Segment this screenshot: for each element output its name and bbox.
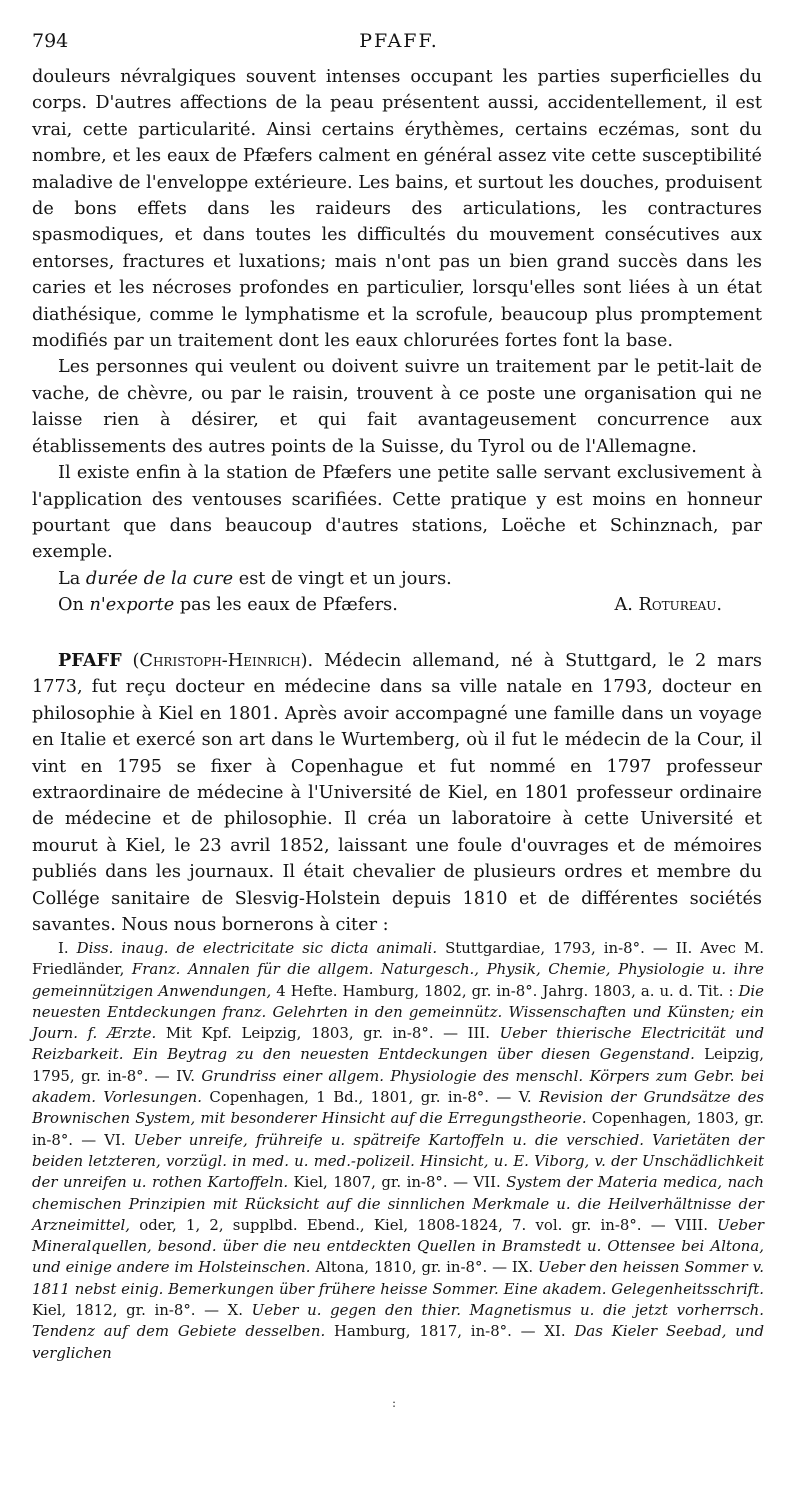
bibliography-text: Kiel, 1812, gr. in-8°. — X. xyxy=(32,1301,252,1320)
bibliography-text: Leipzig, 1795, gr. in-8°. — IV. xyxy=(32,1045,764,1085)
bibliography-title: Franz. Annalen für die allgem. Naturgesch., Physik, Chemie, Physiologie u. ihre gemeinnützigen Anwendungen, xyxy=(32,960,764,1000)
biography-entry xyxy=(32,648,762,938)
duree-text-after: est de vingt et un jours. xyxy=(233,568,452,589)
entry-text: Médecin allemand, né à Stuttgard, le 2 mars 1773, fut reçu docteur en médecine dans sa ville natale en 1793, docteur en philosophie à Kiel en 1801. Après avoir accompagné une famille dans un voyage en Italie et exercé son art dans le Wurtemberg, où il fut le médecin de la Cour, il vint en 1795 se fixer à Copenhague et fut nommé en 1797 professeur extraordinaire de médecine à l'Université de Kiel, en 1801 professeur ordinaire de médecine et de philosophie. Il créa un laboratoire à cette Université et mourut à Kiel, le 23 avril 1852, laissant une foule d'ouvrages et de mémoires publiés dans les journaux. Il était chevalier de plusieurs ordres et membre du Collége sanitaire de Slesvig-Holstein depuis 1810 et de différentes sociétés savantes. Nous nous bornerons à citer : xyxy=(32,651,763,936)
bibliography-title: Ueber den heissen Sommer v. 1811 nebst einig. Bemerkungen über frühere heisse Sommer. Eine akadem. Gelegenheitsschrift. xyxy=(32,1258,764,1298)
bibliography-text: Altona, 1810, gr. in-8°. — IX. xyxy=(310,1258,539,1277)
bibliography-title: Ueber unreife, frühreife u. spätreife Kartoffeln u. die verschied. Varietäten der beiden letzteren, vorzügl. in med. u. med.-polizeil. Hinsicht, u. E. Viborg, v. der Unschädlichkeit der unreifen u. rothen Kartoffeln. xyxy=(32,1130,764,1192)
bibliography-title: Revision der Grundsätze des Brownischen System, mit besonderer Hinsicht auf die Erregungstheorie. xyxy=(32,1088,764,1128)
export-sentence xyxy=(32,592,398,618)
bibliography-text: 4 Hefte. Hamburg, 1802, gr. in-8°. Jahrg. 1803, a. u. d. Tit. : xyxy=(271,981,739,1000)
paragraph-duree-cure xyxy=(32,566,762,592)
duree-italic: durée de la cure xyxy=(85,568,234,589)
export-text-before: On xyxy=(58,595,90,616)
bibliography-title: System der Materia medica, nach chemischen Prinzipien mit Rücksicht auf die sinnlichen Merkmale u. die Heilverhältnisse der Arzneimittel, xyxy=(32,1173,764,1234)
bibliography-title: Diss. inaug. de electricitate sic dicta animali. xyxy=(76,939,438,957)
bibliography-list xyxy=(32,938,764,1364)
bibliography-title: Grundriss einer allgem. Physiologie des menschl. Körpers zum Gebr. bei akadem. Vorlesungen. xyxy=(32,1066,765,1107)
export-text-after: pas les eaux de Pfæfers. xyxy=(174,595,398,616)
paragraph-ventouses: Il existe enfin à la station de Pfæfers une petite salle servant exclusivement à l'application des ventouses scarifiées. Cette pratique y est moins en honneur pourtant que dans beaucoup d'autres stations, Loëche et Schinznach, par exemple. xyxy=(32,463,762,563)
bibliography-text: I. xyxy=(58,939,77,957)
bibliography-text: Stuttgardiae, 1793, in-8°. — II. Avec M. Friedländer, xyxy=(32,939,765,979)
entry-paragraph xyxy=(32,648,762,938)
bibliography-paragraph xyxy=(32,938,764,1364)
paragraph-export xyxy=(32,592,762,618)
bibliography-text: Hamburg, 1817, in-8°. — XI. xyxy=(325,1322,575,1341)
duree-text-before: La xyxy=(58,568,86,589)
bibliography-text: Kiel, 1807, gr. in-8°. — VII. xyxy=(288,1173,507,1192)
bibliography-text: Mit Kpf. Leipzig, 1803, gr. in-8°. — III. xyxy=(156,1024,500,1043)
export-italic: n'exporte xyxy=(89,595,175,616)
paragraph-petit-lait: Les personnes qui veulent ou doivent suivre un traitement par le petit-lait de vache, de chèvre, ou par le raisin, trouvent à ce poste une organisation qui ne laisse rien à désirer, et qui fait avantageusement concurrence aux établissements des autres points de la Suisse, du Tyrol ou de l'Allemagne. xyxy=(32,357,762,457)
running-title: PFAFF. xyxy=(359,30,439,52)
footer-mark: : xyxy=(392,1396,397,1410)
entry-headword: PFAFF xyxy=(58,650,122,671)
running-header xyxy=(32,30,766,54)
bibliography-title: Das Kieler Seebad, und verglichen xyxy=(32,1322,764,1362)
bibliography-title: Ueber thierische Electricität und Reizbarkeit. Ein Beytrag zu den neuesten Entdeckungen über diesen Gegenstand. xyxy=(32,1024,765,1064)
article-conclusion xyxy=(32,64,762,619)
bibliography-title: Ueber u. gegen den thier. Magnetismus u. die jetzt vorherrsch. Tendenz auf dem Gebiete desselben. xyxy=(32,1301,765,1341)
bibliography-text: Copenhagen, 1 Bd., 1801, gr. in-8°. — V. xyxy=(201,1088,540,1107)
bibliography-text: Copenhagen, 1803, gr. in-8°. — VI. xyxy=(32,1109,764,1149)
page-number: 794 xyxy=(32,30,69,52)
author-signature: A. Rotureau. xyxy=(614,595,722,616)
bibliography-text: oder, 1, 2, supplbd. Ebend., Kiel, 1808-1824, 7. vol. gr. in-8°. — VIII. xyxy=(130,1215,718,1234)
paragraph-douleurs: douleurs névralgiques souvent intenses occupant les parties superficielles du corps. D'autres affections de la peau présentent aussi, accidentellement, il est vrai, cette particularité. Ainsi certains érythèmes, certains eczémas, sont du nombre, et les eaux de Pfæfers calment en général assez vite cette susceptibilité maladive de l'enveloppe extérieure. Les bains, et surtout les douches, produisent de bons effets dans les raideurs des articulations, les contractures spasmodiques, et dans toutes les difficultés du mouvement consécutives aux entorses, fractures et luxations; mais n'ont pas un bien grand succès dans les caries et les nécroses profondes en particulier, lorsqu'elles sont liées à un état diathésique, comme le lymphatisme et la scrofule, beaucoup plus promptement modifiés par un traitement dont les eaux chlorurées fortes font la base. xyxy=(32,67,762,352)
entry-person-name: (Christoph-Heinrich). xyxy=(132,651,314,671)
bibliography-title: Die neuesten Entdeckungen franz. Gelehrten in den gemeinnütz. Wissenschaften und Künsten; ein Journ. f. Ærzte. xyxy=(32,981,764,1043)
bibliography-title: Ueber Mineralquellen, besond. über die neu entdeckten Quellen in Bramstedt u. Ottensee bei Altona, und einige andere im Holsteinschen. xyxy=(32,1215,764,1277)
